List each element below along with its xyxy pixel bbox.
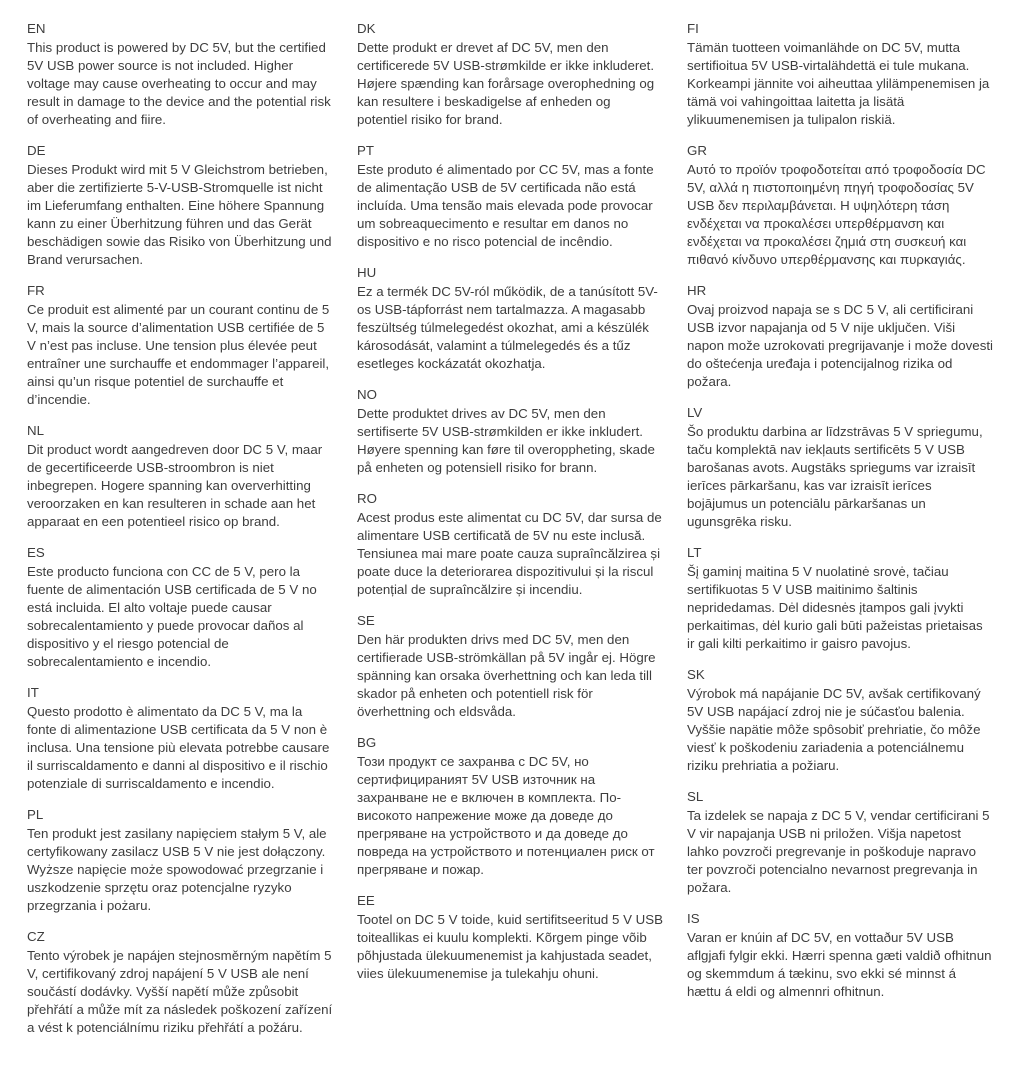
language-code: SK	[687, 667, 705, 682]
column-left	[27, 20, 333, 1050]
language-text: Acest produs este alimentat cu DC 5V, dar sursa de alimentare USB certificată de 5V nu este inclusă. Tensiunea mai mare poate cauza supraîncălzirea și poate duce la deteriorarea dispozitivului și la riscul potențial de supraîncălzire și incendiu.	[357, 510, 662, 597]
language-text: Ez a termék DC 5V-ról működik, de a tanúsított 5V-os USB-tápforrást nem tartalmazza. A magasabb feszültség túlmelegedést okozhat, ami a készülék károsodását, valamint a túlmelegedés és a tűz esetleges kockázatát okozhatja.	[357, 284, 658, 371]
language-section-no	[357, 386, 663, 477]
language-code: ES	[27, 545, 45, 560]
language-section-se	[357, 612, 663, 721]
language-text: Ta izdelek se napaja z DC 5 V, vendar certificirani 5 V vir napajanja USB ni priložen. Višja napetost lahko povzroči pregrevanje in poškoduje napravo ter povzroči potencialno nevarnost pregrevanja in požara.	[687, 808, 990, 895]
language-code: SL	[687, 789, 704, 804]
language-section-en	[27, 20, 333, 129]
language-section-nl	[27, 422, 333, 531]
language-section-sk	[687, 666, 993, 775]
language-code: FR	[27, 283, 45, 298]
language-section-pl	[27, 806, 333, 915]
column-middle	[357, 20, 663, 1050]
column-right	[687, 20, 993, 1050]
language-text: Den här produkten drivs med DC 5V, men den certifierade USB-strömkällan på 5V ingår ej. Högre spänning kan orsaka överhettning och kan leda till skador på enheten och potentiell risk för överhettning och eldsvåda.	[357, 632, 656, 719]
language-code: SE	[357, 613, 375, 628]
language-code: HU	[357, 265, 377, 280]
language-section-gr	[687, 142, 993, 269]
language-code: LT	[687, 545, 702, 560]
language-section-ro	[357, 490, 663, 599]
language-code: LV	[687, 405, 703, 420]
language-section-it	[27, 684, 333, 793]
language-text: Tento výrobek je napájen stejnosměrným napětím 5 V, certifikovaný zdroj napájení 5 V USB ale není součástí dodávky. Vyšší napětí může způsobit přehřátí a může mít za následek poškození zařízení a vést k potenciálnímu riziku přehřátí a požáru.	[27, 948, 333, 1035]
language-code: BG	[357, 735, 377, 750]
language-code: DE	[27, 143, 46, 158]
language-section-hu	[357, 264, 663, 373]
language-code: IT	[27, 685, 39, 700]
language-code: HR	[687, 283, 707, 298]
language-text: Questo prodotto è alimentato da DC 5 V, ma la fonte di alimentazione USB certificata da 5 V non è inclusa. Una tensione più elevata potrebbe causare il surriscaldamento e danni al dispositivo e il rischio potenziale di surriscaldamento e incendio.	[27, 704, 330, 791]
language-section-lt	[687, 544, 993, 653]
language-code: EE	[357, 893, 375, 908]
language-text: Този продукт се захранва с DC 5V, но сертифицираният 5V USB източник на захранване не е включен в комплекта. По-високото напрежение може да доведе до прегряване на устройството и да доведе до повреда на устройството и потенциален риск от прегряване и пожар.	[357, 754, 655, 877]
language-text: Ce produit est alimenté par un courant continu de 5 V, mais la source d’alimentation USB certifiée de 5 V n’est pas incluse. Une tension plus élevée peut entraîner une surchauffe et endommager l’appareil, ainsi qu’un risque potentiel de surchauffe et d’incendie.	[27, 302, 330, 407]
language-text: Varan er knúin af DC 5V, en vottaður 5V USB aflgjafi fylgir ekki. Hærri spenna gæti valdið ofhitnun og skemmdum á tækinu, svo ekki sé minnst á hættu á eldi og almennri ofhitnun.	[687, 930, 992, 999]
language-section-ee	[357, 892, 663, 983]
language-code: GR	[687, 143, 707, 158]
language-text: Dette produkt er drevet af DC 5V, men den certificerede 5V USB-strømkilde er ikke inkluderet. Højere spænding kan forårsage overophedning og kan resultere i beskadigelse af enheden og potentiel risiko for brand.	[357, 40, 655, 127]
language-text: Dette produktet drives av DC 5V, men den sertifiserte 5V USB-strømkilden er ikke inkludert. Høyere spenning kan føre til overoppheting, skade på enheten og potensiell risiko for brann.	[357, 406, 655, 475]
language-section-de	[27, 142, 333, 269]
language-section-cz	[27, 928, 333, 1037]
language-text: Šį gaminį maitina 5 V nuolatinė srovė, tačiau sertifikuotas 5 V USB maitinimo šaltinis nepridedamas. Dėl didesnės įtampos gali įvykti perkaitimas, dėl kurio gali būti pažeistas prietaisas ir gali kilti perkaitimo ir gaisro pavojus.	[687, 564, 983, 651]
language-section-dk	[357, 20, 663, 129]
language-code: CZ	[27, 929, 45, 944]
language-text: Šo produktu darbina ar līdzstrāvas 5 V spriegumu, taču komplektā nav iekļauts sertificēts 5 V USB barošanas avots. Augstāks spriegums var izraisīt ierīces pārkaršanu, kas var izraisīt ierīces bojājumus un potenciālu pārkaršanas un ugunsgrēka risku.	[687, 424, 983, 529]
language-section-sl	[687, 788, 993, 897]
language-code: PT	[357, 143, 374, 158]
language-text: Ovaj proizvod napaja se s DC 5 V, ali certificirani USB izvor napajanja od 5 V nije uključen. Viši napon može uzrokovati pregrijavanje i može dovesti do oštećenja uređaja i potencijalnog rizika od požara.	[687, 302, 993, 389]
language-code: PL	[27, 807, 44, 822]
language-section-lv	[687, 404, 993, 531]
language-code: NL	[27, 423, 44, 438]
language-text: Este produto é alimentado por CC 5V, mas a fonte de alimentação USB de 5V certificada não está incluída. Uma tensão mais elevada pode provocar um sobreaquecimento e resultar em danos no dispositivo e no risco potencial de incêndio.	[357, 162, 654, 249]
language-section-fr	[27, 282, 333, 409]
language-code: IS	[687, 911, 700, 926]
language-section-hr	[687, 282, 993, 391]
language-text: Tootel on DC 5 V toide, kuid sertifitseeritud 5 V USB toiteallikas ei kuulu komplekti. Kõrgem pinge võib põhjustada ülekuumenemist ja kahjustada seadet, viies ülekuumenemise ja tulekahju ohuni.	[357, 912, 663, 981]
language-section-bg	[357, 734, 663, 879]
language-section-pt	[357, 142, 663, 251]
language-text: This product is powered by DC 5V, but the certified 5V USB power source is not included. Higher voltage may cause overheating to occur and may result in damage to the device and the potential risk of overheating and fiire.	[27, 40, 331, 127]
language-text: Αυτό το προϊόν τροφοδοτείται από τροφοδοσία DC 5V, αλλά η πιστοποιημένη πηγή τροφοδοσίας 5V USB δεν περιλαμβάνεται. Η υψηλότερη τάση ενδέχεται να προκαλέσει υπερθέρμανση και ενδέχεται να προκαλέσει ζημιά στη συσκευή και πιθανό κίνδυνο υπερθέρμανσης και πυρκαγιάς.	[687, 162, 986, 267]
language-code: RO	[357, 491, 377, 506]
language-code: DK	[357, 21, 376, 36]
language-section-is	[687, 910, 993, 1001]
language-text: Este producto funciona con CC de 5 V, pero la fuente de alimentación USB certificada de 5 V no está incluida. El alto voltaje puede causar sobrecalentamiento y puede provocar daños al dispositivo y el riesgo potencial de sobrecalentamiento e incendio.	[27, 564, 317, 669]
language-text: Dieses Produkt wird mit 5 V Gleichstrom betrieben, aber die zertifizierte 5-V-USB-Stromquelle ist nicht im Lieferumfang enthalten. Eine höhere Spannung kann zu einer Überhitzung führen und das Gerät beschädigen sowie das Risiko von Überhitzung und Brand verursachen.	[27, 162, 332, 267]
language-text: Výrobok má napájanie DC 5V, avšak certifikovaný 5V USB napájací zdroj nie je súčasťou balenia. Vyššie napätie môže spôsobiť prehriatie, čo môže viesť k poškodeniu zariadenia a potenciálnemu riziku prehriatia a požiaru.	[687, 686, 981, 773]
language-section-fi	[687, 20, 993, 129]
language-code: NO	[357, 387, 377, 402]
language-code: EN	[27, 21, 46, 36]
language-text: Ten produkt jest zasilany napięciem stałym 5 V, ale certyfikowany zasilacz USB 5 V nie jest dołączony. Wyższe napięcie może spowodować przegrzanie i uszkodzenie sprzętu oraz potencjalne ryzyko przegrzania i pożaru.	[27, 826, 327, 913]
language-text: Tämän tuotteen voimanlähde on DC 5V, mutta sertifioitua 5V USB-virtalähdettä ei tule mukana. Korkeampi jännite voi aiheuttaa ylilämpenemisen ja tämä voi vahingoittaa laitetta ja lisätä ylikuumenemisen ja tulipalon riskiä.	[687, 40, 990, 127]
language-section-es	[27, 544, 333, 671]
language-text: Dit product wordt aangedreven door DC 5 V, maar de gecertificeerde USB-stroombron is niet inbegrepen. Hogere spanning kan oververhitting veroorzaken en kan resulteren in schade aan het apparaat en een potentieel risico op brand.	[27, 442, 323, 529]
language-code: FI	[687, 21, 699, 36]
